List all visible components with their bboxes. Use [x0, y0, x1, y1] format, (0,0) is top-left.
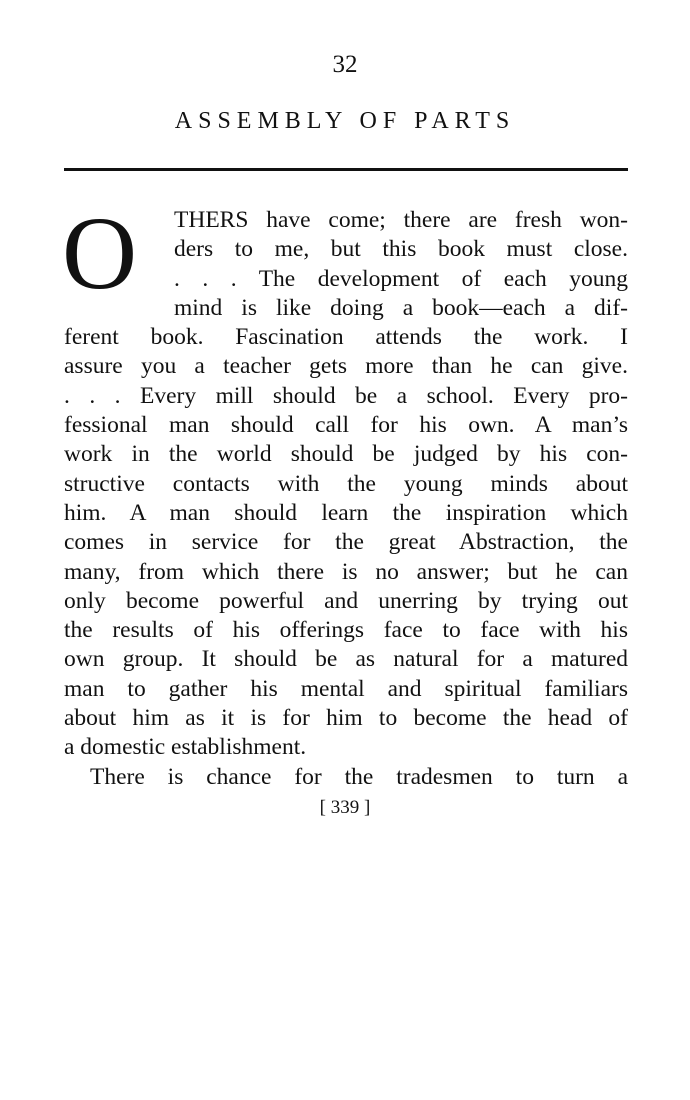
text-line: mind is like doing a book—each a dif-	[174, 294, 628, 321]
text-line: him. A man should learn the inspiration which	[64, 499, 628, 526]
folio-page-number: [ 339 ]	[319, 797, 371, 818]
text-line: man to gather his mental and spiritual familiars	[64, 675, 628, 702]
text-line: comes in service for the great Abstraction, the	[64, 529, 628, 556]
text-line: many, from which there is no answer; but he can	[64, 558, 628, 585]
text-line: fessional man should call for his own. A man’s	[64, 412, 628, 439]
text-line: only become powerful and unerring by trying out	[64, 587, 628, 614]
text-line: assure you a teacher gets more than he can give.	[64, 353, 628, 380]
chapter-title: ASSEMBLY OF PARTS	[174, 108, 516, 134]
text-line: work in the world should be judged by his con-	[64, 441, 628, 468]
text-line: THERS have come; there are fresh won-	[174, 207, 628, 233]
text-line: . . . The development of each young	[174, 265, 628, 292]
text-line: a domestic establishment.	[64, 734, 307, 761]
text-line: about him as it is for him to become the head of	[64, 705, 628, 732]
text-line: ferent book. Fascination attends the work. I	[64, 324, 628, 351]
text-line: the results of his offerings face to face with his	[64, 617, 628, 644]
text-line: own group. It should be as natural for a matured	[64, 646, 628, 673]
body-text	[62, 196, 628, 792]
text-line: structive contacts with the young minds about	[64, 470, 628, 497]
drop-cap: O	[62, 196, 138, 311]
text-line: There is chance for the tradesmen to turn a	[90, 763, 628, 790]
text-line: ders to me, but this book must close.	[174, 236, 628, 263]
page-number: 32	[332, 51, 358, 78]
header-rule	[64, 168, 628, 171]
text-line: . . . Every mill should be a school. Every pro-	[64, 382, 628, 409]
